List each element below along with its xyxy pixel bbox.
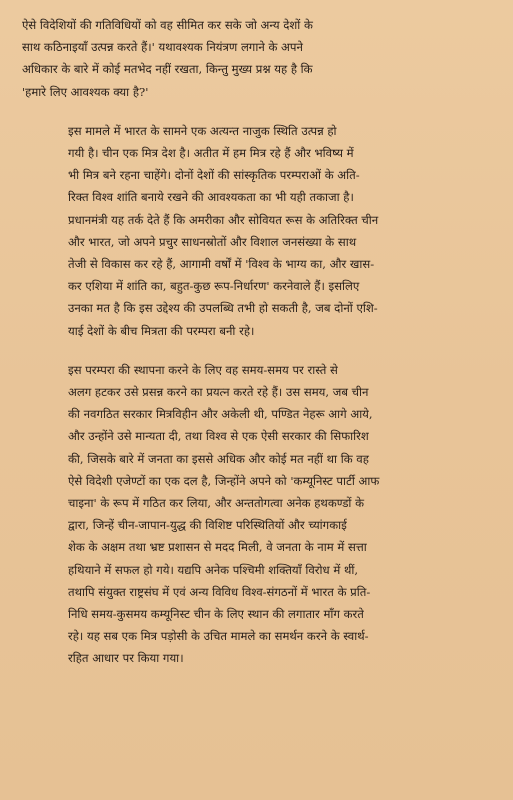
text-line: चाइना' के रूप में गठित कर लिया, और अन्ततोगत्वा अनेक हथकण्डों के — [68, 496, 365, 511]
text-line: अलग हटकर उसे प्रसन्न करने का प्रयत्न करते रहे हैं। उस समय, जब चीन — [68, 385, 369, 400]
text-line: ऐसे विदेशियों की गतिविधियों को वह सीमित कर सके जो अन्य देशों के — [22, 18, 313, 32]
text-line: तेजी से विकास कर रहे हैं, आगामी वर्षों में 'विश्व के भाग्य का, और खास- — [68, 257, 375, 272]
text-line: कर एशिया में शांति का, बहुत-कुछ रूप-निर्धारण' करनेवाले हैं। इसलिए — [68, 279, 360, 294]
text-line: गयी है। चीन एक मित्र देश है। अतीत में हम मित्र रहे हैं और भविष्य में — [68, 146, 354, 161]
text-line: इस मामले में भारत के सामने एक अत्यन्त नाजुक स्थिति उत्पन्न हो — [68, 123, 337, 138]
text-line: याई देशों के बीच मित्रता की परम्परा बनी रहे। — [68, 323, 255, 338]
text-line: और भारत, जो अपने प्रचुर साधनस्रोतों और विशाल जनसंख्या के साथ — [68, 234, 357, 249]
text-line: ऐसे विदेशी एजेण्टों का एक दल है, जिन्होंने अपने को 'कम्यूनिस्ट पार्टी आफ — [68, 473, 380, 488]
text-line: की नवगठित सरकार मित्रविहीन और अकेली थी, पण्डित नेहरू आगे आये, — [68, 407, 373, 422]
text-line: की, जिसके बारे में जनता का इससे अधिक और कोई मत नहीं था कि वह — [68, 451, 369, 466]
text-line: भी मित्र बने रहना चाहेंगे। दोनों देशों की सांस्कृतिक परम्पराओं के अति- — [68, 168, 360, 183]
text-line: द्वारा, जिन्हें चीन-जापान-युद्ध की विशिष्ट परिस्थितियों और च्यांगकाई — [68, 518, 347, 533]
text-line: इस परम्परा की स्थापना करने के लिए वह समय-समय पर रास्ते से — [68, 362, 338, 377]
text-line: अधिकार के बारे में कोई मतभेद नहीं रखता, किन्तु मुख्य प्रश्न यह है कि — [22, 62, 313, 77]
text-line: रिक्त विश्व शांति बनाये रखने की आवश्यकता का भी यही तकाजा है। — [68, 190, 354, 205]
text-line: रहित आधार पर किया गया। — [68, 651, 184, 666]
text-line: निधि समय-कुसमय कम्यूनिस्ट चीन के लिए स्थान की लगातार माँग करते — [68, 607, 364, 622]
text-line: तथापि संयुक्त राष्ट्रसंघ में एवं अन्य विविध विश्व-संगठनों में भारत के प्रति- — [68, 584, 371, 599]
text-line: प्रधानमंत्री यह तर्क देते हैं कि अमरीका और सोवियत रूस के अतिरिक्त चीन — [68, 212, 379, 227]
text-line: उनका मत है कि इस उद्देश्य की उपलब्धि तभी हो सकती है, जब दोनों एशि- — [68, 301, 378, 316]
text-line: साथ कठिनाइयाँ उत्पन्न करते हैं।' यथावश्यक नियंत्रण लगाने के अपने — [22, 40, 303, 55]
text-line: रहे। यह सब एक मित्र पड़ोसी के उचित मामले का समर्थन करने के स्वार्थ- — [68, 629, 369, 644]
text-line: और उन्होंने उसे मान्यता दी, तथा विश्व से एक ऐसी सरकार की सिफारिश — [68, 429, 369, 444]
paragraph-1 — [22, 14, 495, 103]
page-text — [22, 14, 495, 670]
text-line: हथियाने में सफल हो गये। यद्यपि अनेक पश्चिमी शक्तियाँ विरोध में थीं, — [68, 562, 359, 577]
paragraph-2 — [22, 120, 495, 342]
paragraph-3 — [22, 359, 495, 670]
text-line: शेक के अक्षम तथा भ्रष्ट प्रशासन से मदद मिली, वे जनता के नाम में सत्ता — [68, 540, 367, 555]
text-line: 'हमारे लिए आवश्यक क्या है?' — [22, 84, 149, 99]
